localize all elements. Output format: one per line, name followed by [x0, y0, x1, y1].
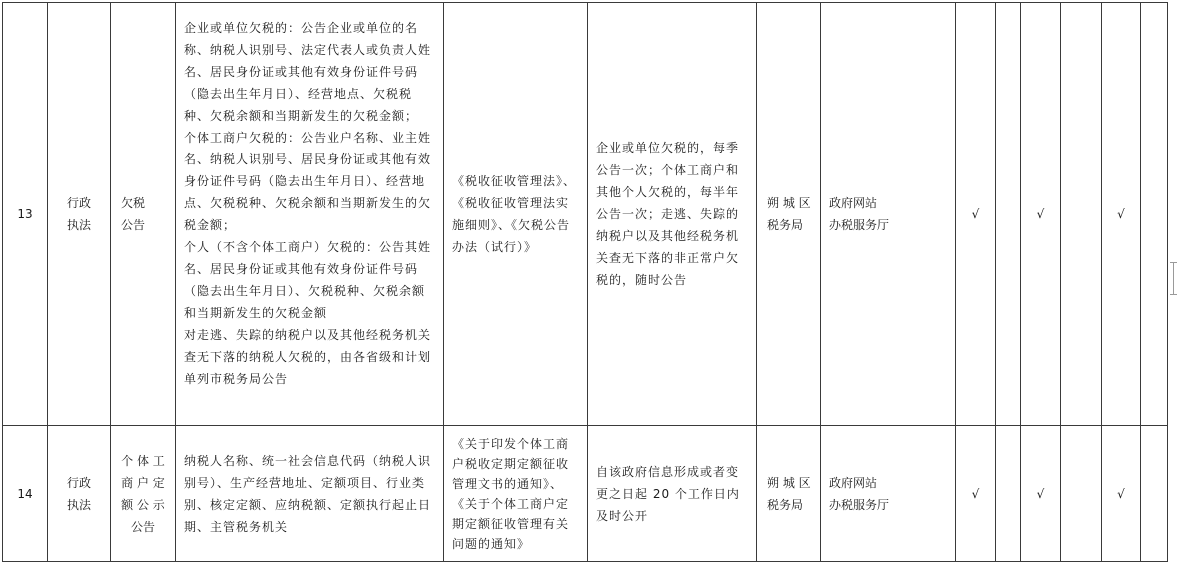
check-mark: √ [971, 207, 980, 221]
content-paragraph: 个体工商户欠税的：公告业户名称、业主姓名、纳税人识别号、居民身份证或其他有效身份证件号码（隐去出生年月日）、经营地点、欠税税种、欠税余额和当期新发生的欠税金额； [184, 130, 432, 233]
basis-text: 《关于印发个体工商户税收定期定额征收管理文书的通知》、《关于个体工商户定期定额征收管理有关问题的通知》 [452, 436, 570, 551]
basis-text: 《税收征收管理法》、《税收征收管理法实施细则》、《欠税公告办法（试行）》 [452, 174, 577, 254]
check-mark [996, 426, 1020, 561]
channel-cell: 政府网站 办税服务厅 [829, 196, 890, 232]
content-paragraph: 企业或单位欠税的：公告企业或单位的名称、纳税人识别号、法定代表人或负责人姓名、居民身份证或其他有效身份证件号码（隐去出生年月日）、经营地点、欠税税种、欠税余额和当期新发生的欠税金额； [184, 21, 432, 123]
channel-cell: 政府网站 办税服务厅 [829, 475, 890, 512]
check-mark: √ [1036, 486, 1045, 501]
subject-cell: 朔 城 区 税务局 [767, 475, 811, 512]
basis-cell [444, 3, 587, 425]
timing-cell [588, 3, 756, 425]
check-mark: √ [1117, 486, 1125, 501]
check-mark [1141, 426, 1167, 561]
content-paragraph: 纳税人名称、统一社会信息代码（纳税人识别号）、生产经营地址、定额项目、行业类别、核定定额、应纳税额、定额执行起止日期、主管税务机关 [184, 453, 432, 534]
item-cell: 欠税 公告 [121, 196, 146, 232]
check-mark [1061, 3, 1101, 425]
check-mark: √ [1117, 207, 1125, 221]
content-cell [176, 18, 443, 390]
content-paragraph: 个人（不含个体工商户）欠税的：公告其姓名、居民身份证或其他有效身份证件号码（隐去出生年月日）、欠税税种、欠税余额和当期新发生的欠税金额 [184, 240, 432, 320]
category-cell: 行政 执法 [66, 475, 91, 512]
row-number: 14 [17, 486, 33, 501]
content-paragraph: 对走逃、失踪的纳税户以及其他经税务机关查无下落的纳税人欠税的，由各省级和计划单列市税务局公告 [184, 327, 432, 386]
category-cell: 行政 执法 [66, 196, 91, 232]
item-cell: 个 体 工 商 户 定 额 公 示 公告 [121, 453, 165, 534]
content-cell [176, 426, 443, 561]
check-mark [996, 3, 1020, 425]
basis-cell [444, 426, 587, 561]
timing-cell [588, 426, 756, 561]
check-mark: √ [971, 486, 980, 501]
check-mark [1141, 3, 1167, 425]
timing-text: 企业或单位欠税的，每季公告一次；个体工商户和其他个人欠税的，每半年公告一次；走逃、失踪的纳税户以及其他经税务机关查无下落的非正常户欠税的，随时公告 [596, 141, 740, 287]
check-mark: √ [1036, 207, 1045, 221]
check-mark [1061, 426, 1101, 561]
timing-text: 自该政府信息形成或者变更之日起 20 个工作日内及时公开 [596, 464, 740, 523]
row-number: 13 [17, 207, 33, 221]
subject-cell: 朔 城 区 税务局 [767, 196, 811, 232]
